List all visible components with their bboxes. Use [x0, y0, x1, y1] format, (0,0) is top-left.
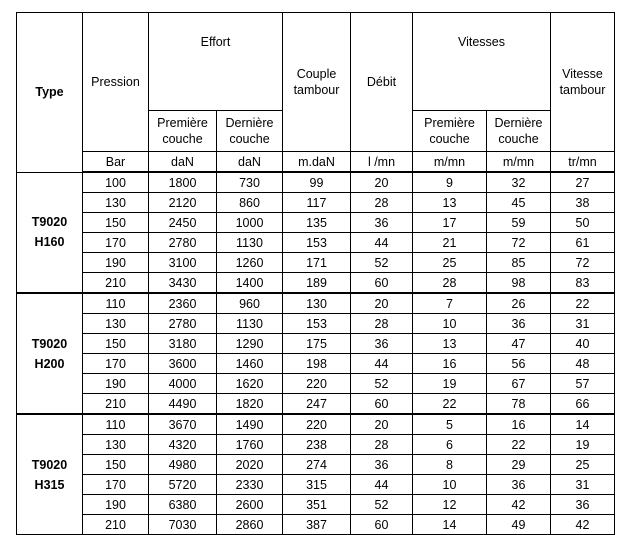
- table-row: [17, 253, 615, 273]
- unit-cell: daN: [149, 152, 217, 173]
- table-row: [17, 334, 615, 354]
- units-row: [17, 152, 615, 173]
- unit-cell: Bar: [83, 152, 149, 173]
- table-cell: 6380: [149, 495, 217, 515]
- table-cell: 78: [487, 394, 551, 415]
- table-cell: 32: [487, 172, 551, 193]
- table-cell: 247: [283, 394, 351, 415]
- table-cell: 42: [551, 515, 615, 535]
- table-cell: 52: [351, 495, 413, 515]
- table-row: [17, 414, 615, 435]
- table-cell: 22: [551, 293, 615, 314]
- table-cell: 210: [83, 273, 149, 294]
- model-label: [17, 414, 83, 535]
- table-cell: 25: [551, 455, 615, 475]
- table-cell: 960: [217, 293, 283, 314]
- table-cell: 2120: [149, 193, 217, 213]
- table-cell: 9: [413, 172, 487, 193]
- table-cell: 190: [83, 374, 149, 394]
- table-cell: 16: [413, 354, 487, 374]
- unit-cell: m/mn: [413, 152, 487, 173]
- winch-spec-table: [16, 12, 615, 535]
- table-cell: 36: [487, 475, 551, 495]
- table-cell: 13: [413, 334, 487, 354]
- table-cell: 3600: [149, 354, 217, 374]
- unit-cell: tr/mn: [551, 152, 615, 173]
- table-cell: 860: [217, 193, 283, 213]
- table-row: [17, 293, 615, 314]
- header-effort: Effort: [149, 13, 283, 111]
- table-cell: 1130: [217, 314, 283, 334]
- model-variant: H315: [34, 477, 65, 492]
- table-cell: 20: [351, 172, 413, 193]
- table-cell: 49: [487, 515, 551, 535]
- table-cell: 60: [351, 394, 413, 415]
- table-cell: 2450: [149, 213, 217, 233]
- table-cell: 31: [551, 475, 615, 495]
- table-cell: 25: [413, 253, 487, 273]
- table-cell: 274: [283, 455, 351, 475]
- table-cell: 42: [487, 495, 551, 515]
- header-vitesse-premiere-couche: Première couche: [413, 111, 487, 152]
- table-cell: 45: [487, 193, 551, 213]
- table-cell: 19: [413, 374, 487, 394]
- table-cell: 5: [413, 414, 487, 435]
- header-type: Type: [17, 13, 83, 173]
- table-cell: 190: [83, 495, 149, 515]
- table-cell: 238: [283, 435, 351, 455]
- table-cell: 2600: [217, 495, 283, 515]
- model-label: [17, 293, 83, 414]
- table-cell: 1130: [217, 233, 283, 253]
- table-cell: 4490: [149, 394, 217, 415]
- table-row: [17, 233, 615, 253]
- table-cell: 1820: [217, 394, 283, 415]
- table-cell: 26: [487, 293, 551, 314]
- header-effort-premiere-couche: Première couche: [149, 111, 217, 152]
- unit-cell: m/mn: [487, 152, 551, 173]
- table-cell: 1760: [217, 435, 283, 455]
- table-cell: 1800: [149, 172, 217, 193]
- table-row: [17, 455, 615, 475]
- table-cell: 189: [283, 273, 351, 294]
- table-cell: 210: [83, 394, 149, 415]
- table-cell: 190: [83, 253, 149, 273]
- table-cell: 52: [351, 253, 413, 273]
- table-row: [17, 172, 615, 193]
- header-effort-derniere-couche: Dernière couche: [217, 111, 283, 152]
- table-cell: 3430: [149, 273, 217, 294]
- table-cell: 72: [487, 233, 551, 253]
- table-cell: 12: [413, 495, 487, 515]
- table-cell: 3180: [149, 334, 217, 354]
- table-row: [17, 273, 615, 294]
- table-cell: 351: [283, 495, 351, 515]
- table-cell: 14: [413, 515, 487, 535]
- table-cell: 59: [487, 213, 551, 233]
- table-cell: 1290: [217, 334, 283, 354]
- table-cell: 130: [283, 293, 351, 314]
- table-cell: 28: [351, 435, 413, 455]
- table-cell: 220: [283, 374, 351, 394]
- table-cell: 67: [487, 374, 551, 394]
- table-cell: 1460: [217, 354, 283, 374]
- table-cell: 315: [283, 475, 351, 495]
- table-cell: 130: [83, 314, 149, 334]
- table-cell: 198: [283, 354, 351, 374]
- model-variant: H200: [34, 356, 65, 371]
- table-cell: 175: [283, 334, 351, 354]
- table-cell: 170: [83, 475, 149, 495]
- table-cell: 40: [551, 334, 615, 354]
- table-cell: 85: [487, 253, 551, 273]
- header-vitesses: Vitesses: [413, 13, 551, 111]
- table-row: [17, 354, 615, 374]
- table-cell: 56: [487, 354, 551, 374]
- table-cell: 22: [413, 394, 487, 415]
- table-cell: 153: [283, 314, 351, 334]
- table-cell: 7030: [149, 515, 217, 535]
- table-cell: 22: [487, 435, 551, 455]
- table-row: [17, 314, 615, 334]
- table-cell: 730: [217, 172, 283, 193]
- table-cell: 60: [351, 515, 413, 535]
- table-cell: 61: [551, 233, 615, 253]
- table-cell: 210: [83, 515, 149, 535]
- header-vitesse-tambour: Vitesse tambour: [551, 13, 615, 152]
- table-cell: 28: [351, 314, 413, 334]
- table-cell: 4320: [149, 435, 217, 455]
- table-cell: 99: [283, 172, 351, 193]
- table-cell: 130: [83, 193, 149, 213]
- table-cell: 135: [283, 213, 351, 233]
- table-cell: 57: [551, 374, 615, 394]
- table-row: [17, 515, 615, 535]
- table-body: [17, 172, 615, 535]
- table-cell: 20: [351, 293, 413, 314]
- table-cell: 19: [551, 435, 615, 455]
- model-series: T9020: [31, 336, 68, 351]
- table-cell: 171: [283, 253, 351, 273]
- table-cell: 5720: [149, 475, 217, 495]
- table-cell: 98: [487, 273, 551, 294]
- table-cell: 150: [83, 213, 149, 233]
- table-row: [17, 213, 615, 233]
- table-cell: 100: [83, 172, 149, 193]
- table-row: [17, 435, 615, 455]
- table-cell: 2780: [149, 233, 217, 253]
- table-cell: 66: [551, 394, 615, 415]
- header-vitesse-derniere-couche: Dernière couche: [487, 111, 551, 152]
- table-cell: 36: [351, 455, 413, 475]
- header-pression: Pression: [83, 13, 149, 152]
- table-cell: 1000: [217, 213, 283, 233]
- model-variant: H160: [34, 235, 65, 250]
- table-cell: 13: [413, 193, 487, 213]
- table-cell: 10: [413, 475, 487, 495]
- table-cell: 2330: [217, 475, 283, 495]
- table-row: [17, 193, 615, 213]
- table-cell: 48: [551, 354, 615, 374]
- table-cell: 16: [487, 414, 551, 435]
- table-cell: 1400: [217, 273, 283, 294]
- table-cell: 2860: [217, 515, 283, 535]
- table-header: [17, 13, 615, 173]
- model-series: T9020: [31, 215, 68, 230]
- table-cell: 36: [351, 213, 413, 233]
- table-cell: 52: [351, 374, 413, 394]
- table-cell: 3100: [149, 253, 217, 273]
- table-cell: 38: [551, 193, 615, 213]
- table-cell: 2780: [149, 314, 217, 334]
- table-cell: 153: [283, 233, 351, 253]
- table-cell: 110: [83, 293, 149, 314]
- table-cell: 21: [413, 233, 487, 253]
- table-cell: 3670: [149, 414, 217, 435]
- table-cell: 130: [83, 435, 149, 455]
- table-cell: 1620: [217, 374, 283, 394]
- table-cell: 150: [83, 334, 149, 354]
- table-cell: 83: [551, 273, 615, 294]
- table-cell: 387: [283, 515, 351, 535]
- table-cell: 20: [351, 414, 413, 435]
- table-cell: 50: [551, 213, 615, 233]
- unit-cell: m.daN: [283, 152, 351, 173]
- table-cell: 36: [551, 495, 615, 515]
- table-cell: 170: [83, 354, 149, 374]
- table-cell: 170: [83, 233, 149, 253]
- table-cell: 44: [351, 354, 413, 374]
- table-row: [17, 475, 615, 495]
- table-cell: 150: [83, 455, 149, 475]
- table-cell: 29: [487, 455, 551, 475]
- table-row: [17, 495, 615, 515]
- model-label: [17, 172, 83, 293]
- table-cell: 7: [413, 293, 487, 314]
- table-cell: 28: [351, 193, 413, 213]
- table-cell: 110: [83, 414, 149, 435]
- table-cell: 28: [413, 273, 487, 294]
- table-cell: 1490: [217, 414, 283, 435]
- table-cell: 17: [413, 213, 487, 233]
- header-couple-tambour: Couple tambour: [283, 13, 351, 152]
- header-debit: Débit: [351, 13, 413, 152]
- table-cell: 1260: [217, 253, 283, 273]
- unit-cell: l /mn: [351, 152, 413, 173]
- table-cell: 220: [283, 414, 351, 435]
- table-cell: 36: [351, 334, 413, 354]
- table-row: [17, 394, 615, 415]
- table-cell: 4980: [149, 455, 217, 475]
- table-row: [17, 374, 615, 394]
- table-cell: 4000: [149, 374, 217, 394]
- table-cell: 6: [413, 435, 487, 455]
- unit-cell: daN: [217, 152, 283, 173]
- table-cell: 2020: [217, 455, 283, 475]
- table-cell: 44: [351, 233, 413, 253]
- table-cell: 31: [551, 314, 615, 334]
- spec-table-container: [16, 12, 615, 535]
- table-cell: 2360: [149, 293, 217, 314]
- table-cell: 60: [351, 273, 413, 294]
- table-cell: 10: [413, 314, 487, 334]
- table-cell: 27: [551, 172, 615, 193]
- table-cell: 72: [551, 253, 615, 273]
- table-cell: 8: [413, 455, 487, 475]
- table-cell: 36: [487, 314, 551, 334]
- table-cell: 44: [351, 475, 413, 495]
- model-series: T9020: [31, 457, 68, 472]
- table-cell: 47: [487, 334, 551, 354]
- table-cell: 14: [551, 414, 615, 435]
- table-cell: 117: [283, 193, 351, 213]
